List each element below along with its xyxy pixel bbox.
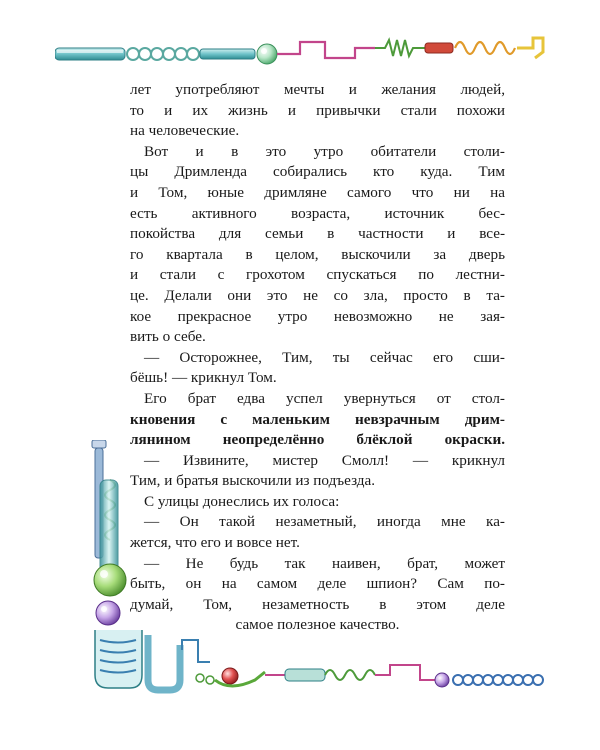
text-line: — Осторожнее, Тим, ты сейчас его сши- (144, 348, 505, 366)
text-line: Вот и в это утро обитатели столи- (144, 142, 505, 160)
text-line: це. Делали они это не со зла, просто в та- (130, 286, 505, 304)
text-line: го квартала в целом, выскочили за дверь (130, 245, 505, 263)
text-line: кое прекрасное утро невозможно не зая- (130, 307, 505, 325)
text-line: на человеческие. (130, 122, 240, 140)
text-line: самое полезное качество. (235, 616, 400, 634)
text-line: то и их жизнь и привычки стали похожи (130, 101, 505, 119)
text-line: кновения с маленьким невзрачным дрим- (130, 410, 505, 428)
text-line: есть активного возраста, источник бес- (130, 204, 505, 222)
text-line: покойства для семьи в частности и все- (130, 225, 505, 243)
text-line: бёшь! — крикнул Том. (130, 369, 277, 387)
text-line: вить о себе. (130, 328, 206, 346)
text-line: и Том, юные дримляне самого что ни на (130, 183, 505, 201)
text-line: — Извините, мистер Смолл! — крикнул (144, 451, 505, 469)
text-line: думай, Том, незаметность в этом деле (130, 595, 505, 613)
text-line: Тим, и братья выскочили из подъезда. (130, 472, 376, 490)
text-line: цы Дримленда собирались кто куда. Тим (130, 163, 505, 181)
tubes-and-springs-ornament (55, 28, 555, 88)
text-line: лянином неопределённо блёклой окраски. (130, 431, 505, 449)
text-line: Его брат едва успел увернуться от стол- (144, 389, 505, 407)
story-text (130, 80, 505, 636)
text-line: лет употребляют мечты и желания людей, (130, 81, 505, 98)
text-line: — Не будь так наивен, брат, может (144, 554, 505, 572)
text-line: и стали с грохотом спускаться по лестни- (130, 266, 505, 284)
text-line: С улицы донеслись их голоса: (144, 492, 340, 510)
text-line: — Он такой незаметный, иногда мне ка- (144, 513, 505, 531)
text-line: жется, что его и вовсе нет. (130, 534, 300, 552)
text-line: быть, он на самом деле шпион? Сам по- (130, 575, 505, 593)
